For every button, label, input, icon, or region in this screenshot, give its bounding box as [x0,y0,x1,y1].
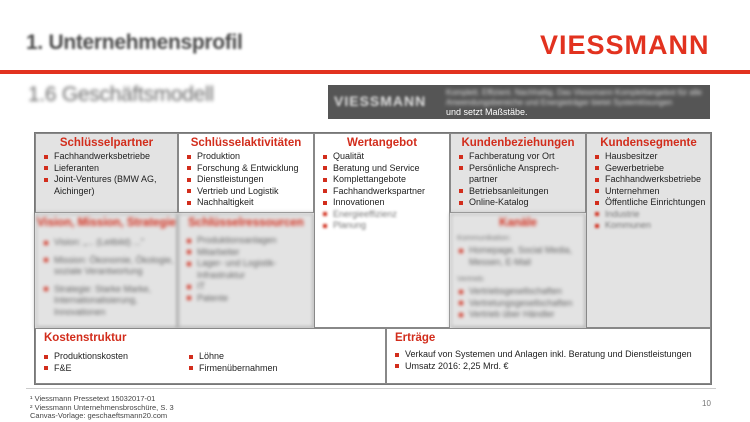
list-item: Firmenübernahmen [189,363,278,375]
vision-title: Vision, Mission, Strategie [36,217,177,229]
cost-structure-title: Kostenstruktur [44,332,127,344]
list-item: Dienstleistungen [187,174,313,186]
list-item: Online-Katalog [459,197,585,209]
channels-communication-list [451,245,585,268]
revenue-streams-list [387,349,710,372]
list-item: Hausbesitzer [595,151,710,163]
list-item: Mission: Ökonomie, Ökologie, soziale Verantwortung [44,255,177,278]
key-partners-title: Schlüsselpartner [59,137,154,149]
list-item: Produktionskosten [44,351,128,363]
customer-segments-list [587,151,710,232]
list-item: Forschung & Entwicklung [187,163,313,175]
slogan-banner [328,85,710,119]
slide-title: 1. Unternehmensprofil [26,31,243,54]
key-activities-list [179,151,313,209]
list-item: Produktion [187,151,313,163]
key-resources-cell [178,213,314,328]
channels-sales-list [451,286,585,321]
value-proposition-list [315,151,449,232]
cost-structure-list-right [181,351,278,374]
list-item: Fachhandwerksbetriebe [595,174,710,186]
banner-last-line: und setzt Maßstäbe. [446,107,528,117]
page-number: 10 [702,399,711,408]
list-item: Verkauf von Systemen und Anlagen inkl. Beratung und Dienstleistungen [395,349,710,361]
list-item: Persönliche Ansprech-partner [459,163,585,186]
list-item: Homepage, Social Media, Messen, E-Mail [459,245,585,268]
key-activities-title: Schlüsselaktivitäten [190,137,302,149]
list-item: Betriebsanleitungen [459,186,585,198]
viessmann-logo: VIESSMANN [540,30,710,60]
list-item: Umsatz 2016: 2,25 Mrd. € [395,361,710,373]
customer-relationships-list [451,151,585,209]
list-item: Mitarbeiter [187,247,313,259]
list-item: Gewerbetriebe [595,163,710,175]
list-item: Fachhandwerksbetriebe [44,151,177,163]
value-proposition-title: Wertangebot [346,137,418,149]
list-item: Innovationen [323,197,449,209]
header-divider [0,70,750,74]
list-item: Lager- und Logistik-Infrastruktur [187,258,313,281]
vision-list [36,237,177,318]
banner-logo: VIESSMANN [334,93,427,109]
list-item: Lieferanten [44,163,177,175]
list-item: Kommunen [595,220,710,232]
footnotes [30,395,174,421]
slide-subtitle: 1.6 Geschäftsmodell [28,83,214,106]
key-partners-cell [35,133,178,213]
list-item: Fachhandwerkspartner [323,186,449,198]
cost-structure-list-left [36,351,128,374]
vision-cell [35,213,178,328]
banner-text: Komplett. Effizient. Nachhaltig. Das Viessmann Komplettangebot für alle Anwendungsbereiche und Energieträger bietet Systemlösungen [446,88,702,107]
list-item: Industrie [595,209,710,221]
footer-divider [26,388,716,389]
revenue-streams-title: Erträge [395,332,436,344]
list-item: Vertretungsgesellschaften [459,298,585,310]
list-item: Nachhaltigkeit [187,197,313,209]
list-item: Löhne [189,351,278,363]
customer-segments-cell [586,133,711,328]
footnote-1: ¹ Viessmann Pressetext 15032017-01 [30,394,156,403]
list-item: Produktionsanlagen [187,235,313,247]
customer-relationships-title: Kundenbeziehungen [461,137,575,149]
list-item: Komplettangebote [323,174,449,186]
channels-cell [450,213,586,328]
channels-intro-communication: Kommunikation: [457,233,511,242]
list-item: Planung [323,220,449,232]
channels-title: Kanäle [499,217,537,229]
footnote-canvas-source: Canvas-Vorlage: geschaeftsmann20.com [30,411,168,420]
list-item: Öffentliche Einrichtungen [595,197,710,209]
list-item: Joint-Ventures (BMW AG, Aichinger) [44,174,177,197]
footnote-2: ² Viessmann Unternehmensbroschüre, S. 3 [30,402,174,412]
channels-intro-sales: Vertrieb: [457,274,485,283]
list-item: Patente [187,293,313,305]
list-item: Vision: „... (Leitbild) ..." [44,237,177,249]
key-partners-list [36,151,177,197]
list-item: Vertrieb und Logistik [187,186,313,198]
customer-segments-title: Kundensegmente [600,137,697,149]
list-item: Vertrieb über Händler [459,309,585,321]
list-item: Strategie: Starke Marke, Internationalisierung, Innovationen [44,284,177,319]
list-item: Unternehmen [595,186,710,198]
list-item: Qualität [323,151,449,163]
list-item: IT [187,281,313,293]
list-item: Energieeffizienz [323,209,449,221]
customer-relationships-cell [450,133,586,213]
list-item: Vertriebsgesellschaften [459,286,585,298]
list-item: F&E [44,363,128,375]
key-resources-list [179,235,313,304]
key-resources-title: Schlüsselressourcen [188,217,304,229]
list-item: Fachberatung vor Ort [459,151,585,163]
value-proposition-cell [314,133,450,328]
revenue-streams-cell [386,328,711,384]
cost-structure-cell [35,328,386,384]
list-item: Beratung und Service [323,163,449,175]
business-model-canvas [34,132,712,385]
key-activities-cell [178,133,314,213]
